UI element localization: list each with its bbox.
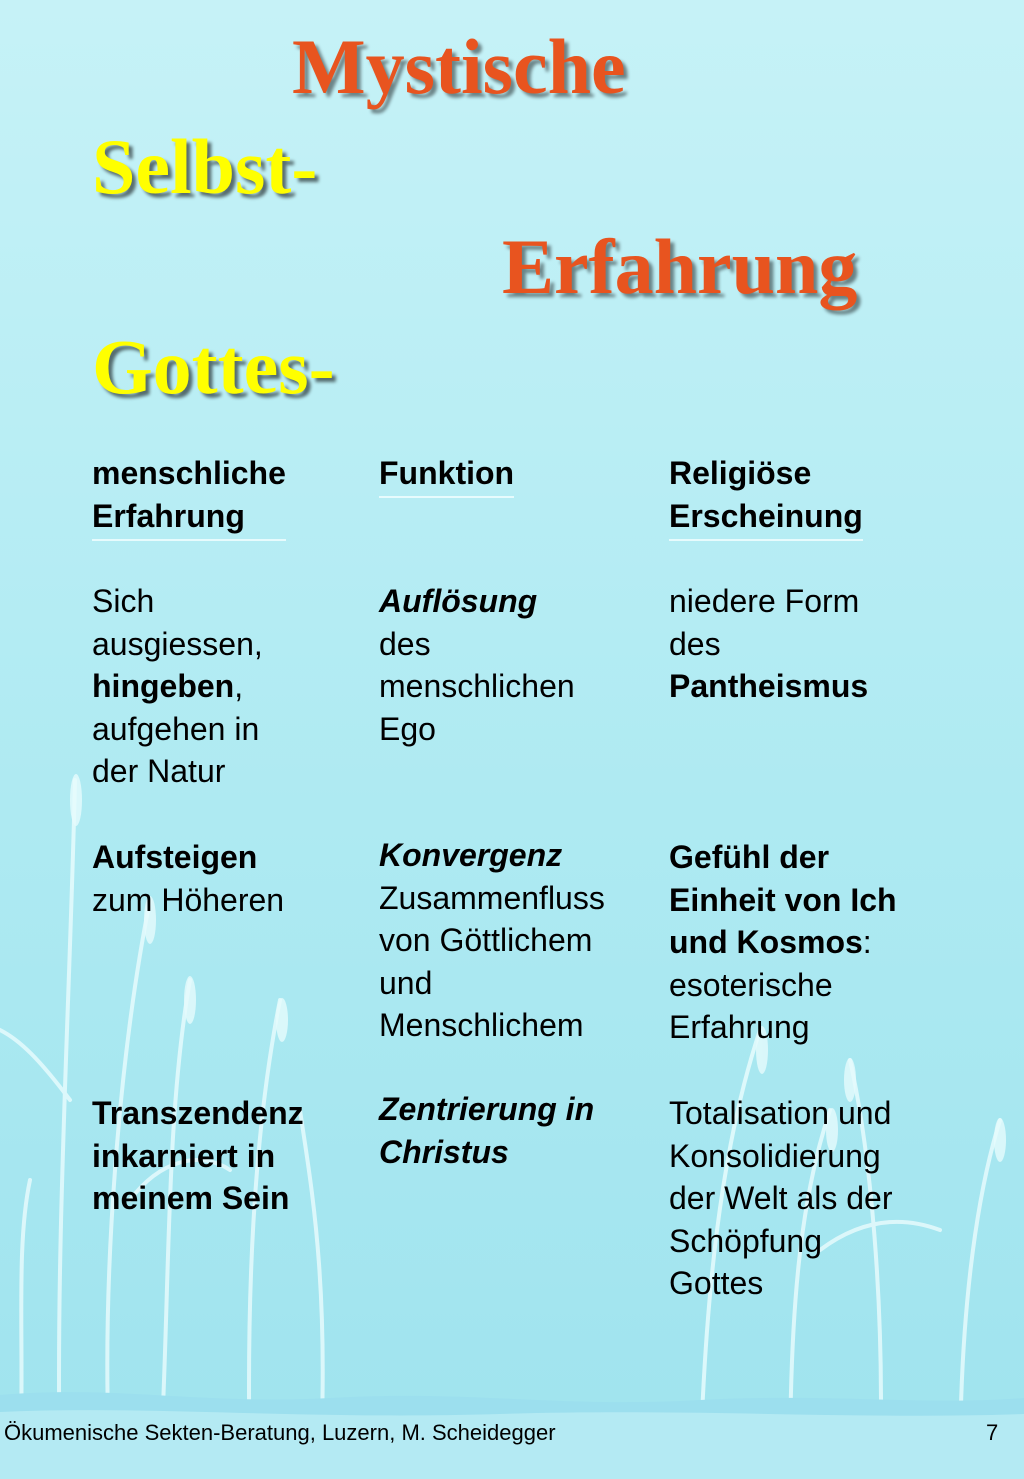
- cell-row-2: [379, 834, 659, 1047]
- cell-row-2: [92, 836, 372, 921]
- cell-row-1: [669, 580, 969, 708]
- cell-line: :: [862, 924, 872, 960]
- cell-line: Erfahrung: [669, 1009, 810, 1045]
- header-line: Religiöse: [669, 455, 812, 491]
- cell-line-bold: und Kosmos: [669, 924, 863, 960]
- cell-line: Menschlichem: [379, 1007, 584, 1043]
- cell-line: Zusammenfluss: [379, 879, 605, 916]
- column-header: [379, 452, 514, 498]
- cell-line: ausgiessen,: [92, 625, 263, 662]
- cell-row-1: [379, 580, 659, 750]
- title-word-gottes: Gottes-: [92, 323, 335, 410]
- cell-line: Zentrierung in: [379, 1091, 595, 1127]
- column-menschliche-erfahrung: [92, 452, 372, 1216]
- header-line: Funktion: [379, 455, 515, 491]
- column-religioese-erscheinung: [669, 452, 969, 1301]
- cell-line: meinem Sein: [92, 1180, 290, 1216]
- cell-line: Totalisation und: [669, 1095, 892, 1131]
- cell-line: inkarniert in: [92, 1137, 276, 1174]
- cell-line: des: [669, 625, 721, 662]
- cell-line: Gottes: [669, 1265, 764, 1301]
- cell-line: der Natur: [92, 753, 226, 789]
- footer-credit: Ökumenische Sekten-Beratung, Luzern, M. Scheidegger: [4, 1420, 556, 1445]
- cell-line: niedere Form: [669, 583, 860, 619]
- cell-row-2: [669, 836, 969, 1049]
- cell-line: des: [379, 625, 431, 662]
- cell-line-emphasis: Konvergenz: [379, 837, 563, 873]
- cell-line-emphasis: Auflösung: [379, 583, 538, 619]
- header-line: Erfahrung: [92, 498, 245, 534]
- cell-row-3: [379, 1088, 659, 1173]
- column-header: [669, 452, 863, 541]
- title-word-selbst: Selbst-: [92, 123, 318, 210]
- cell-line: zum Höheren: [92, 881, 285, 918]
- cell-line: aufgehen in: [92, 710, 260, 747]
- cell-line: Christus: [379, 1133, 509, 1170]
- cell-line-bold: Gefühl der: [669, 839, 830, 875]
- cell-line: menschlichen: [379, 668, 575, 704]
- title-word-erfahrung: Erfahrung: [502, 223, 858, 310]
- header-line: Erscheinung: [669, 498, 863, 534]
- column-funktion: [379, 452, 659, 1170]
- cell-line-bold: Einheit von Ich: [669, 881, 897, 918]
- cell-row-3: [92, 1092, 372, 1220]
- cell-line: der Welt als der: [669, 1180, 893, 1216]
- cell-line-bold: Pantheismus: [669, 668, 869, 704]
- cell-line: Schöpfung: [669, 1222, 823, 1259]
- cell-line-bold: hingeben: [92, 668, 235, 704]
- page-number: 7: [986, 1420, 999, 1445]
- cell-line-bold: Aufsteigen: [92, 839, 258, 875]
- column-header: [92, 452, 286, 541]
- title-word-mystische: Mystische: [292, 23, 626, 110]
- cell-line: von Göttlichem: [379, 922, 593, 958]
- cell-row-1: [92, 580, 372, 793]
- cell-line: esoterische: [669, 966, 833, 1003]
- cell-line: Transzendenz: [92, 1095, 304, 1131]
- cell-row-3: [669, 1092, 969, 1305]
- cell-line: Sich: [92, 583, 155, 619]
- cell-line: und: [379, 964, 433, 1001]
- cell-line: ,: [234, 668, 244, 704]
- header-line: menschliche: [92, 455, 286, 491]
- cell-line: Konsolidierung: [669, 1137, 881, 1174]
- cell-line: Ego: [379, 710, 436, 747]
